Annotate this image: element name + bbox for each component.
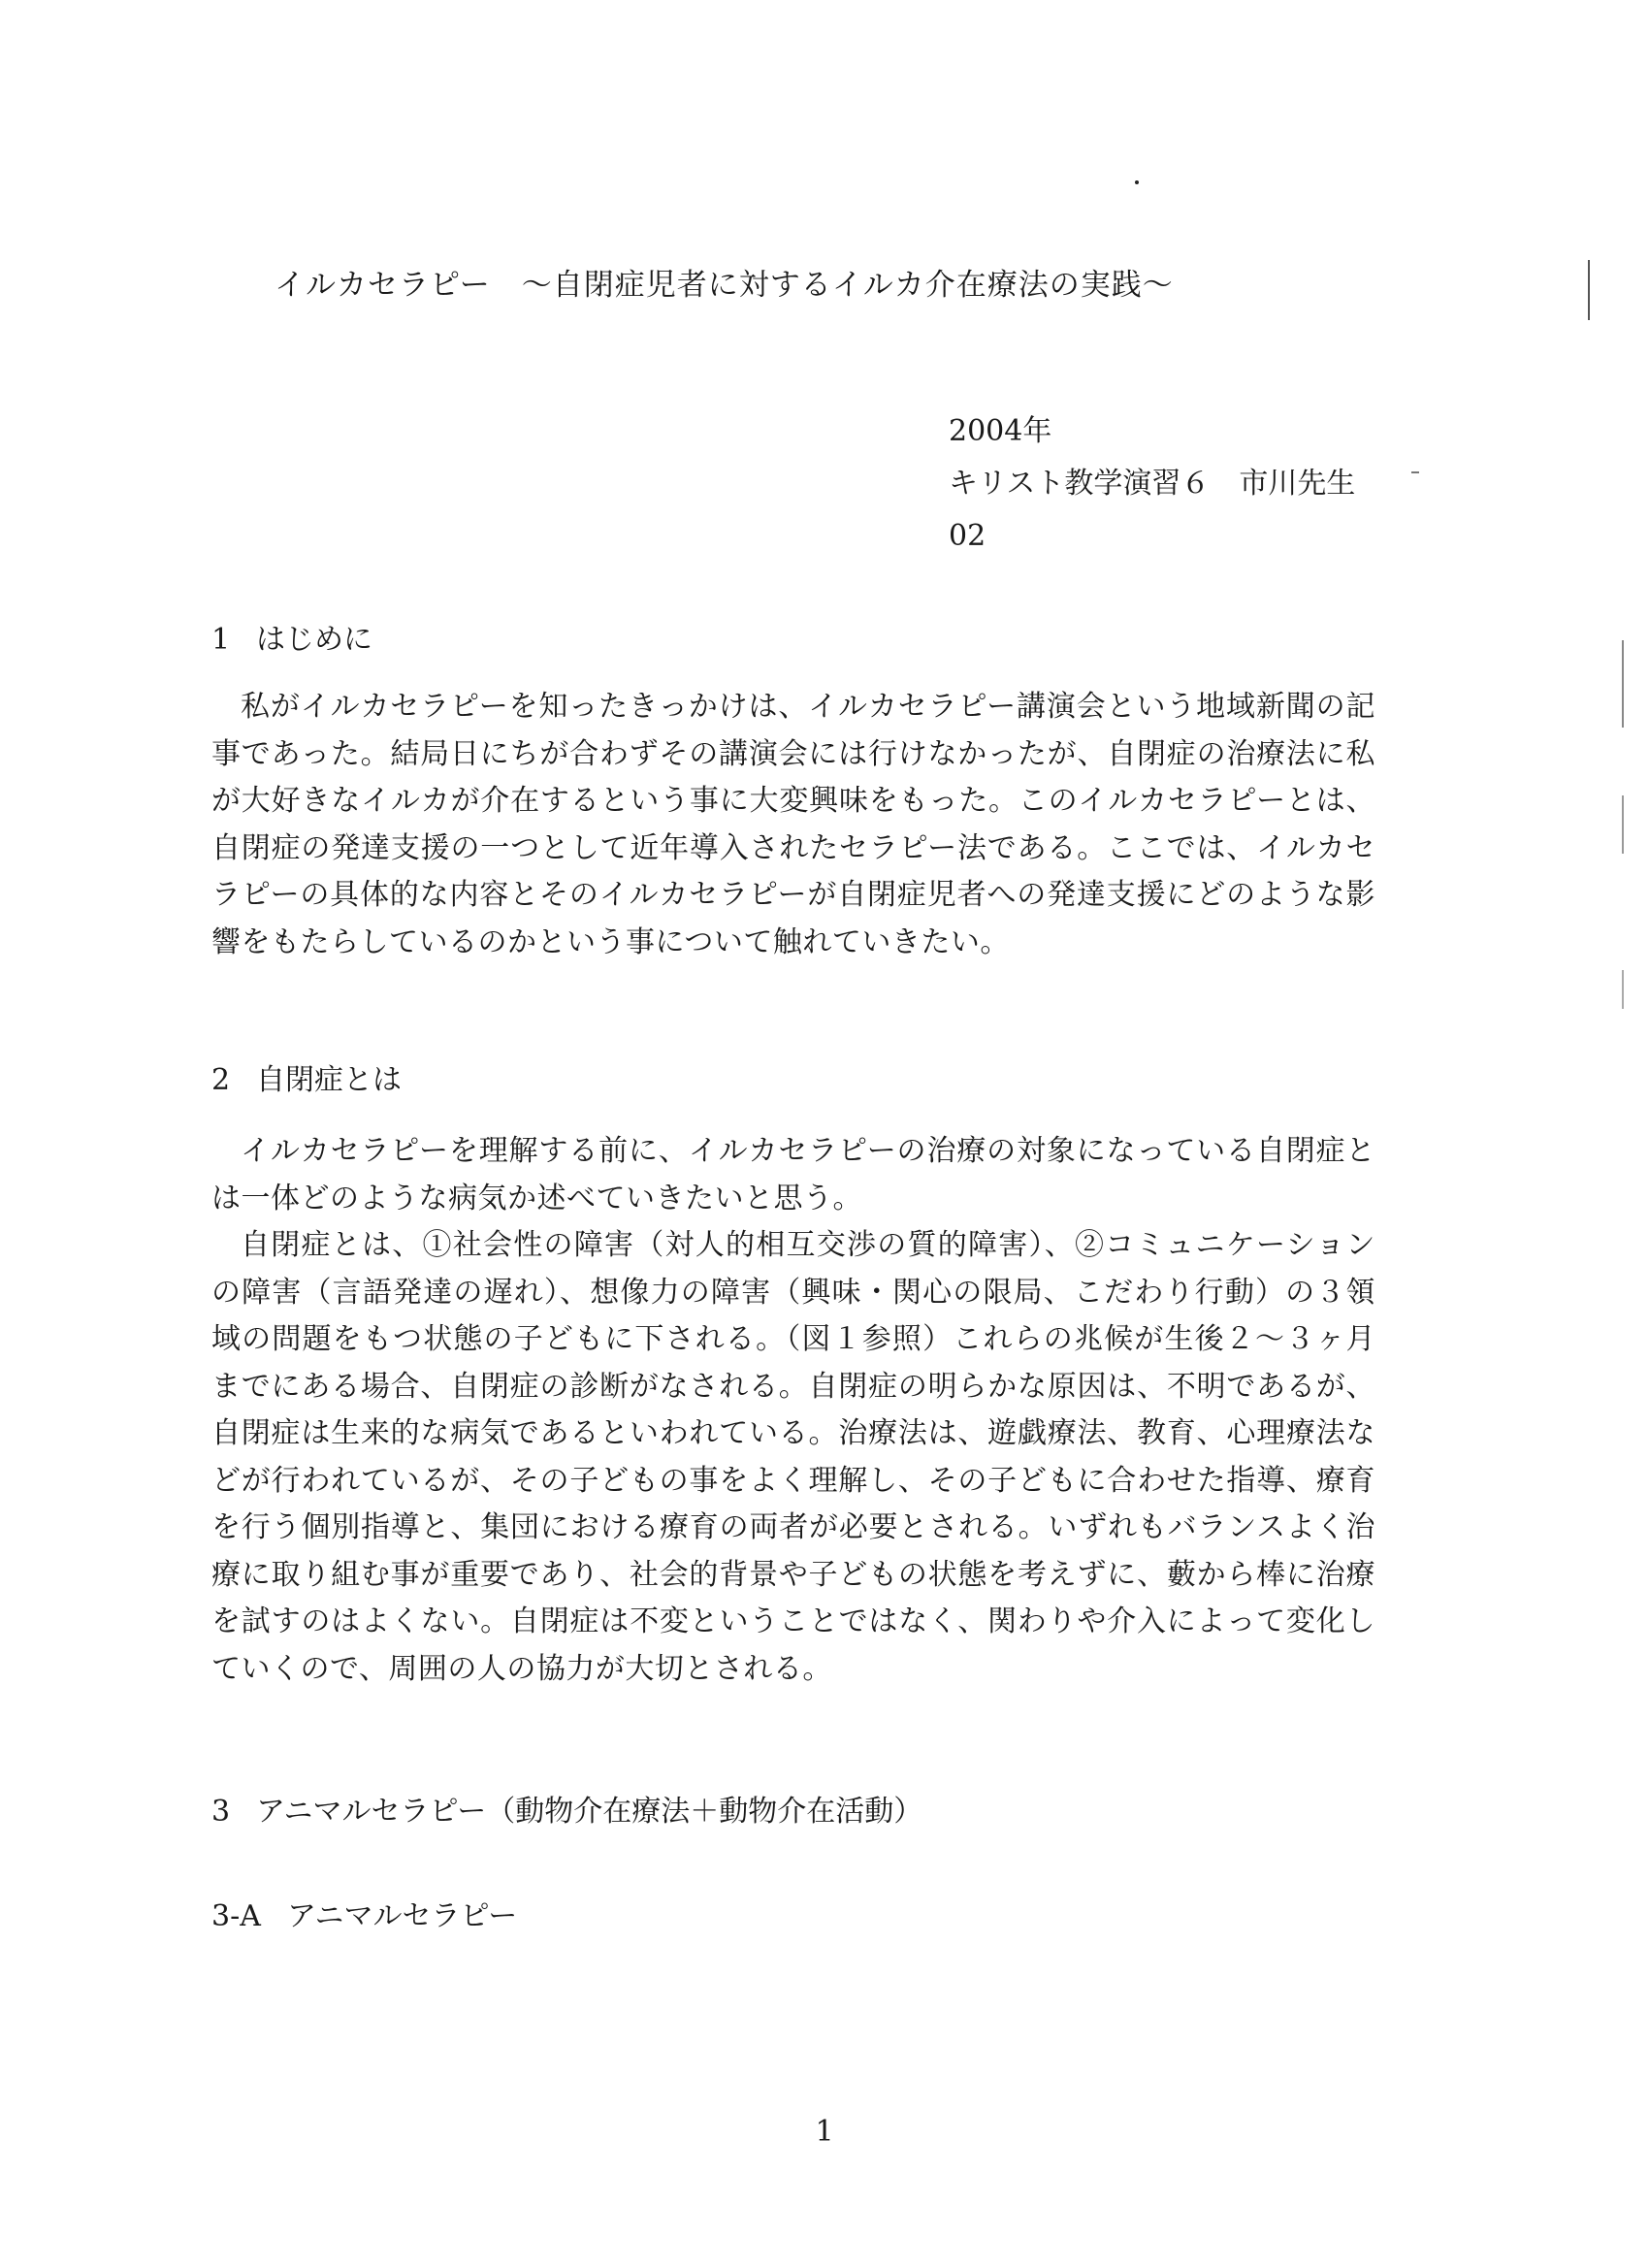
section-number: 3 — [211, 1795, 231, 1829]
meta-course: キリスト教学演習６ 市川先生 — [949, 467, 1356, 501]
scan-mark — [1588, 260, 1590, 320]
scan-speck — [1135, 180, 1139, 184]
section-1-body — [211, 684, 1375, 966]
section-heading-3a — [211, 1892, 517, 1934]
page-number: 1 — [815, 2115, 834, 2149]
section-title: はじめに — [256, 623, 372, 657]
scan-speck — [1411, 471, 1419, 473]
section-heading-1 — [211, 615, 372, 658]
section-2-body — [211, 1128, 1375, 1693]
section-title: アニマルセラピー — [287, 1899, 518, 1933]
scan-mark — [1622, 970, 1624, 1009]
section-heading-3 — [211, 1787, 922, 1830]
paragraph: 私がイルカセラピーを知ったきっかけは、イルカセラピー講演会という地域新聞の記事であった。結局日にちが合わずその講演会には行けなかったが、自閉症の治療法に私が大好きなイルカが介在するという事に大変興味をもった。このイルカセラピーとは、自閉症の発達支援の一つとして近年導入されたセラピー法である。ここでは、イルカセラピーの具体的な内容とそのイルカセラピーが自閉症児者への発達支援にどのような影響をもたらしているのかという事について触れていきたい。 — [211, 690, 1375, 959]
meta-year: 2004年 — [949, 414, 1052, 448]
section-number: 2 — [211, 1063, 231, 1097]
paragraph: イルカセラピーを理解する前に、イルカセラピーの治療の対象になっている自閉症とは一体どのような病気か述べていきたいと思う。 — [211, 1134, 1375, 1215]
section-number: 1 — [211, 623, 231, 657]
scan-mark — [1622, 795, 1624, 854]
section-number: 3-A — [211, 1899, 261, 1933]
document-title: イルカセラピー ～自閉症児者に対するイルカ介在療法の実践～ — [275, 268, 1174, 303]
section-title: アニマルセラピー（動物介在療法＋動物介在活動） — [256, 1795, 923, 1829]
meta-id: 02 — [949, 519, 986, 553]
document-meta — [949, 405, 1355, 563]
section-title: 自閉症とは — [256, 1063, 402, 1097]
paragraph: 自閉症とは、①社会性の障害（対人的相互交渉の質的障害）、②コミュニケーションの障害（言語発達の遅れ）、想像力の障害（興味・関心の限局、こだわり行動）の３領域の問題をもつ状態の子どもに下される。（図１参照）これらの兆候が生後２～３ヶ月までにある場合、自閉症の診断がなされる。自閉症の明らかな原因は、不明であるが、自閉症は生来的な病気であるといわれている。治療法は、遊戯療法、教育、心理療法などが行われているが、その子どもの事をよく理解し、その子どもに合わせた指導、療育を行う個別指導と、集団における療育の両者が必要とされる。いずれもバランスよく治療に取り組む事が重要であり、社会的背景や子どもの状態を考えずに、藪から棒に治療を試すのはよくない。自閉症は不変ということではなく、関わりや介入によって変化していくので、周囲の人の協力が大切とされる。 — [211, 1228, 1375, 1686]
scan-mark — [1622, 640, 1624, 728]
section-heading-2 — [211, 1055, 402, 1098]
